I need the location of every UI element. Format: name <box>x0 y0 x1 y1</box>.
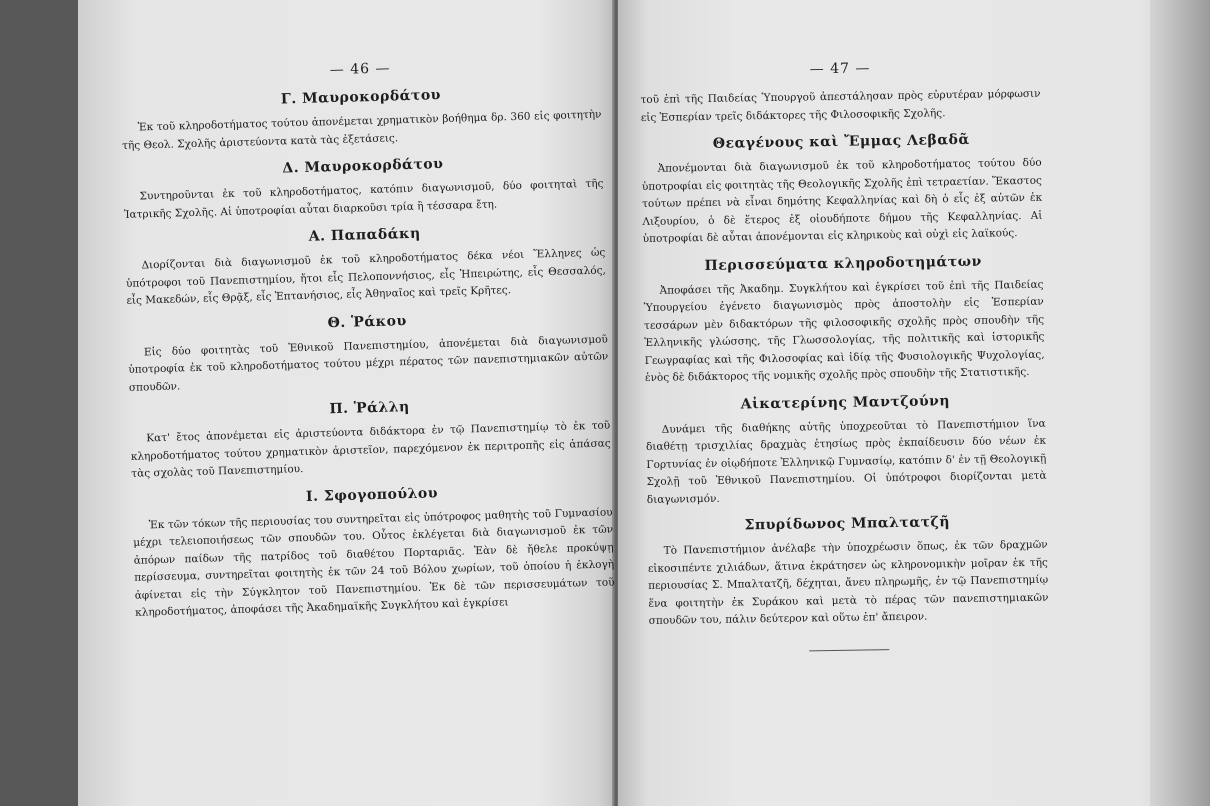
section-paragraph: Συντηροῦνται ἐκ τοῦ κληροδοτήματος, κατόπιν διαγωνισμοῦ, δύο φοιτηταὶ τῆς Ἰατρικῆς Σχολῆς. Αἱ ὑποτροφίαι αὗται διαρκοῦσι τρία ἢ τέσσαρα ἔτη. <box>123 177 604 221</box>
section-paragraph: Ἀποφάσει τῆς Ἀκαδημ. Συγκλήτου καὶ ἐγκρίσει τοῦ ἐπὶ τῆς Παιδείας Ὑπουργείου ἐγένετο διαγωνισμὸς πρὸς ἀποστολὴν εἰς Ἑσπερίαν τεσσάρων μὲν διδακτόρων τῆς φιλοσοφικῆς σχολῆς πρὸς σπουδὴν τῆς Ἑλληνικῆς γλώσσης, τῆς Γλωσσολογίας, τῆς πολιτικῆς καὶ ἱστορικῆς Γεωγραφίας καὶ τῆς Φιλοσοφίας καὶ ἰδίᾳ τῆς Φυσιολογικῆς Ψυχολογίας, ἑνὸς δὲ διδάκτορος τῆς νομικῆς σχολῆς πρὸς σπουδὴν τῆς Στατιστικῆς. <box>643 278 1045 384</box>
section-heading: Γ. Μαυροκορδάτου <box>280 87 442 108</box>
section-heading: Περισσεύματα κληροδοτημάτων <box>704 253 982 274</box>
section-heading: Θεαγένους καὶ Ἔμμας Λεβαδᾶ <box>712 131 970 152</box>
page-number-left: — 46 — <box>329 60 391 79</box>
section-heading: Π. Ῥάλλη <box>329 399 410 418</box>
section-heading: Σπυρίδωνος Μπαλτατζῆ <box>744 514 951 534</box>
section-heading: Θ. Ῥάκου <box>327 312 407 331</box>
section-heading: Αἰκατερίνης Μαντζούνη <box>740 392 951 412</box>
section-heading: Α. Παπαδάκη <box>308 225 421 245</box>
section-paragraph: Ἐκ τῶν τόκων τῆς περιουσίας του συντηρεῖται εἰς ὑπότροφος μαθητὴς τοῦ Γυμνασίου μέχρι τελειοποιήσεως τῶν σπουδῶν του. Οὗτος ἐκλέγεται διὰ διαγωνισμοῦ ἐκ τῶν ἀπόρων παίδων τῆς πατρίδος τοῦ διαθέτου Πορταριᾶς. Ἐὰν δὲ ἤθελε προκύψῃ περίσσευμα, συντηρεῖται φοιτητὴς ἐκ τῶν 24 τοῦ Βόλου χωρίων, τοῦ ὁποίου ἡ ἐκλογὴ ἀφίνεται εἰς τὴν Σύγκλητον τοῦ Πανεπιστημίου. Ἐκ δὲ τῶν περισσευμάτων τοῦ κληροδοτήματος, ἀποφάσει τῆς Ἀκαδημαϊκῆς Συγκλήτου καὶ ἐγκρίσει <box>133 505 615 619</box>
section-paragraph: Κατ' ἔτος ἀπονέμεται εἰς ἀριστεύοντα διδάκτορα ἐν τῷ Πανεπιστημίῳ τὸ ἐκ τοῦ κληροδοτήματος τούτου χρηματικὸν ἀριστεῖον, παρεχόμενον ἐκ περιτροπῆς εἰς ἁπάσας τὰς σχολὰς τοῦ Πανεπιστημίου. <box>130 419 611 480</box>
section-paragraph: Διορίζονται διὰ διαγωνισμοῦ ἐκ τοῦ κληροδοτήματος δέκα νέοι Ἕλληνες ὡς ὑπότροφοι τοῦ Πανεπιστημίου, ἤτοι εἷς Πελοποννήσιος, εἷς Ἠπειρώτης, εἷς Θεσσαλός, εἷς Μακεδών, εἷς Θρᾷξ, εἷς Ἑπτανήσιος, εἷς Ἀθηναῖος καὶ τρεῖς Κρῆτες. <box>125 246 606 307</box>
section-paragraph: Δυνάμει τῆς διαθήκης αὐτῆς ὑποχρεοῦται τὸ Πανεπιστήμιον ἵνα διαθέτῃ τρισχιλίας δραχμὰς ἐτησίως πρὸς ἐκπαίδευσιν δύο νέων ἐκ Γορτυνίας ἐν οἱῳδήποτε Ἑλληνικῷ Γυμνασίῳ, κατόπιν δ' ἐν τῇ Θεολογικῇ Σχολῇ τοῦ Ἐθνικοῦ Πανεπιστημίου. Οἱ ὑπότροφοι διορίζονται μετὰ διαγωνισμόν. <box>645 417 1047 506</box>
page-edges <box>1150 0 1210 806</box>
right-page-content <box>640 58 1049 654</box>
section-paragraph: Εἰς δύο φοιτητὰς τοῦ Ἐθνικοῦ Πανεπιστημίου, ἀπονέμεται διὰ διαγωνισμοῦ ὑποτροφία ἐκ τοῦ κληροδοτήματος τούτου μέχρι πέρατος τῶν πανεπιστημιακῶν αὐτῶν σπουδῶν. <box>128 332 609 394</box>
section-paragraph: Ἐκ τοῦ κληροδοτήματος τούτου ἀπονέμεται χρηματικὸν βοήθημα δρ. 360 εἰς φοιτητὴν τῆς Θεολ. Σχολῆς ἀριστεύοντα κατὰ τὰς ἐξετάσεις. <box>121 108 602 152</box>
section-heading: Ι. Σφογοπούλου <box>305 484 439 505</box>
section-heading: Δ. Μαυροκορδάτου <box>282 156 444 177</box>
section-paragraph: Τὸ Πανεπιστήμιον ἀνέλαβε τὴν ὑποχρέωσιν ὅπως, ἐκ τῶν δραχμῶν εἰκοσιπέντε χιλιάδων, ἅτινα ἐκράτησεν ὡς κληρονομικὴν μοῖραν ἐκ τῆς περιουσίας Σ. Μπαλτατζῆ, δέχηται, ἄνευ πληρωμῆς, ἐν τῷ Πανεπιστημίῳ ἕνα φοιτητὴν ἐκ Συράκου καὶ μετὰ τὸ πέρας τῶν πανεπιστημιακῶν σπουδῶν του, πάλιν δεύτερον καὶ οὕτω ἐπ' ἄπειρον. <box>647 538 1049 627</box>
section-paragraph: Ἀπονέμονται διὰ διαγωνισμοῦ ἐκ τοῦ κληροδοτήματος τούτου δύο ὑποτροφίαι εἰς φοιτητὰς τῆς Θεολογικῆς Σχολῆς ἐπὶ τετραετίαν. Ἕκαστος τούτων πρέπει νὰ εἶναι δημότης Κεφαλληνίας καὶ δὴ ὁ εἷς ἐξ αὐτῶν ἐκ Λιξουρίου, ὁ δὲ ἕτερος ἐξ οἱουδήποτε δήμου τῆς Κεφαλληνίας. Αἱ ὑποτροφίαι δὲ αὗται ἀπονέμονται εἰς κληρικοὺς καὶ οὐχὶ εἰς λαϊκούς. <box>641 156 1043 245</box>
continued-paragraph: τοῦ ἐπὶ τῆς Παιδείας Ὑπουργοῦ ἀπεστάλησαν πρὸς εὐρυτέραν μόρφωσιν εἰς Ἑσπερίαν τρεῖς διδάκτορες τῆς Φιλοσοφικῆς Σχολῆς. <box>640 87 1041 124</box>
page-number-right: — 47 — <box>809 60 871 78</box>
left-page-content <box>120 55 615 627</box>
